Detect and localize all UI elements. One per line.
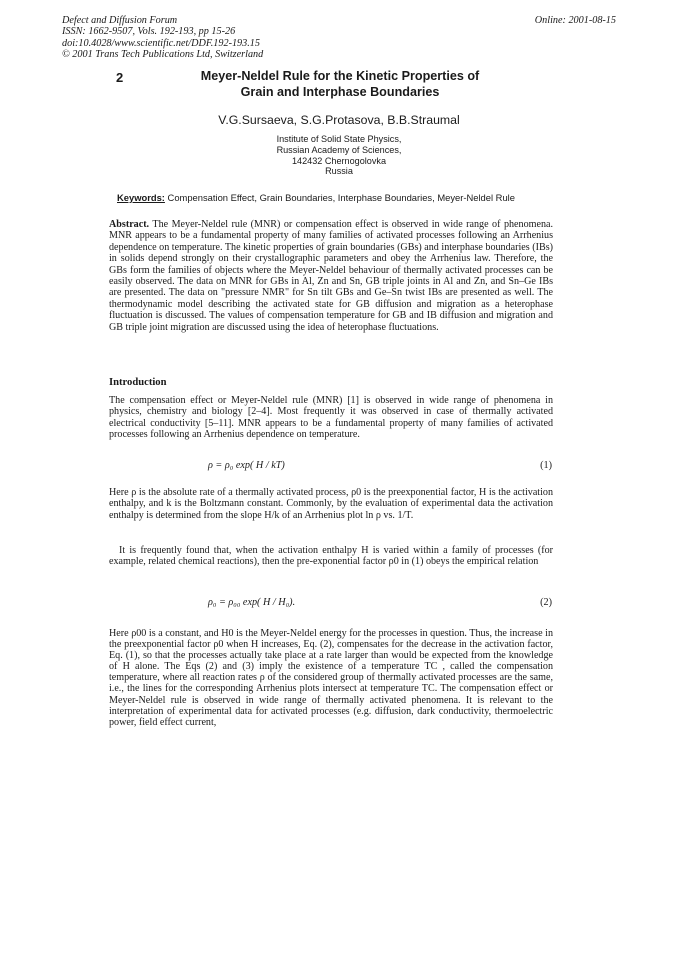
intro-paragraph-2: Here ρ is the absolute rate of a thermally activated process, ρ0 is the preexponential factor, H is the activation enthalpy, and k is the Boltzmann constant. Commonly, by the evaluation of experimental data the activation enthalpy is determined from the slope H/k of an Arrhenius plot ln ρ vs. 1/T. — [109, 487, 553, 521]
online-date: Online: 2001-08-15 — [534, 15, 616, 26]
journal-name: Defect and Diffusion Forum — [62, 15, 178, 26]
equation-2: ρ₀ = ρ₀₀ exp( H / H₀). — [208, 597, 296, 608]
equation-2-number: (2) — [540, 597, 552, 608]
intro-paragraph-1: The compensation effect or Meyer-Neldel rule (MNR) [1] is observed in wide range of phenomena in physics, chemistry and biology [2–4]. Most frequently it was observed in case of thermally activated electrical conductivity [5–11]. MNR appears to be a fundamental property of many families of activated processes following an Arrhenius dependence on temperature. — [109, 395, 553, 441]
abstract-text: The Meyer-Neldel rule (MNR) or compensation effect is observed in wide range of phenomena. MNR appears to be a fundamental property of many families of activated processes following an Arrhenius dependence on temperature. The kinetic properties of grain boundaries (GBs) and interphase boundaries (IBs) in solids depend strongly on their crystallographic parameters and obey the Arrhenius law. Therefore, the GBs form the families of objects where the Meyer-Neldel behaviour of thermally activated processes can be easily observed. The data on MNR for GBs in Al, Zn and Sn, GB triple joints in Al and Zn, and Sn–Ge IBs are presented. The data on "pressure NMR" for Sn tilt GBs and Ge–Sn twist IBs are presented as well. The thermodynamic model describing the activated state for GB diffusion and migration as a heterophase fluctuation is discussed. The values of compensation temperature for GB and IB diffusion and migration and GB triple joint migration are discussed using the idea of heterophase fluctuations. — [109, 219, 553, 333]
keywords — [117, 192, 515, 203]
journal-header — [62, 15, 263, 61]
author-list: V.G.Sursaeva, S.G.Protasova, B.B.Straumal — [218, 113, 460, 127]
affiliation-line: Russia — [325, 166, 353, 177]
section-heading: Introduction — [109, 377, 167, 388]
paper-title — [140, 69, 540, 100]
issn-line: ISSN: 1662-9507, Vols. 192-193, pp 15-26 — [62, 26, 236, 38]
affiliation-line: Institute of Solid State Physics, — [276, 134, 402, 144]
copyright-line: © 2001 Trans Tech Publications Ltd, Switzerland — [62, 49, 264, 61]
abstract-label: Abstract. — [109, 219, 150, 230]
intro-paragraph-3: It is frequently found that, when the activation enthalpy H is varied within a family of processes (for example, related chemical reactions), then the pre-exponential factor ρ0 in (1) obeys the empirical relation — [109, 545, 553, 568]
equation-1-number: (1) — [540, 460, 552, 471]
doi-line: doi:10.4028/www.scientific.net/DDF.192-193.15 — [62, 37, 260, 49]
title-line-1: Meyer-Neldel Rule for the Kinetic Properties of — [200, 69, 480, 83]
title-line-2: Grain and Interphase Boundaries — [240, 84, 440, 99]
keywords-text: Compensation Effect, Grain Boundaries, Interphase Boundaries, Meyer-Neldel Rule — [167, 192, 515, 203]
paper-number: 2 — [116, 70, 124, 85]
affiliation-line: Russian Academy of Sciences, — [276, 144, 402, 155]
keywords-label: Keywords: — [117, 192, 165, 203]
affiliation-line: 142432 Chernogolovka — [291, 155, 387, 166]
intro-paragraph-4: Here ρ00 is a constant, and H0 is the Meyer-Neldel energy for the processes in question. Thus, the increase in the preexponential factor ρ0 when H increases, Eq. (2), compensates for the decrease in the activation factor, Eq. (1), so that the processes actually take place at a rate larger than would be expected from the knowledge of H alone. The Eqs (2) and (3) imply the existence of a temperature TC , called the compensation temperature, where all reaction rates ρ of the considered group of thermally activated processes are the same, i.e., the lines for the corresponding Arrhenius plots intersect at temperature TC. The compensation effect or Meyer-Neldel rule is observed in wide range of thermally activated phenomena. It is relevant to the interpretation of experimental data for activated processes (e.g. diffusion, dark conductivity, thermoelectric power, field effect current, — [109, 628, 553, 728]
abstract — [109, 219, 553, 333]
affiliation — [0, 134, 678, 177]
equation-1: ρ = ρ₀ exp( H / kT) — [208, 460, 285, 471]
